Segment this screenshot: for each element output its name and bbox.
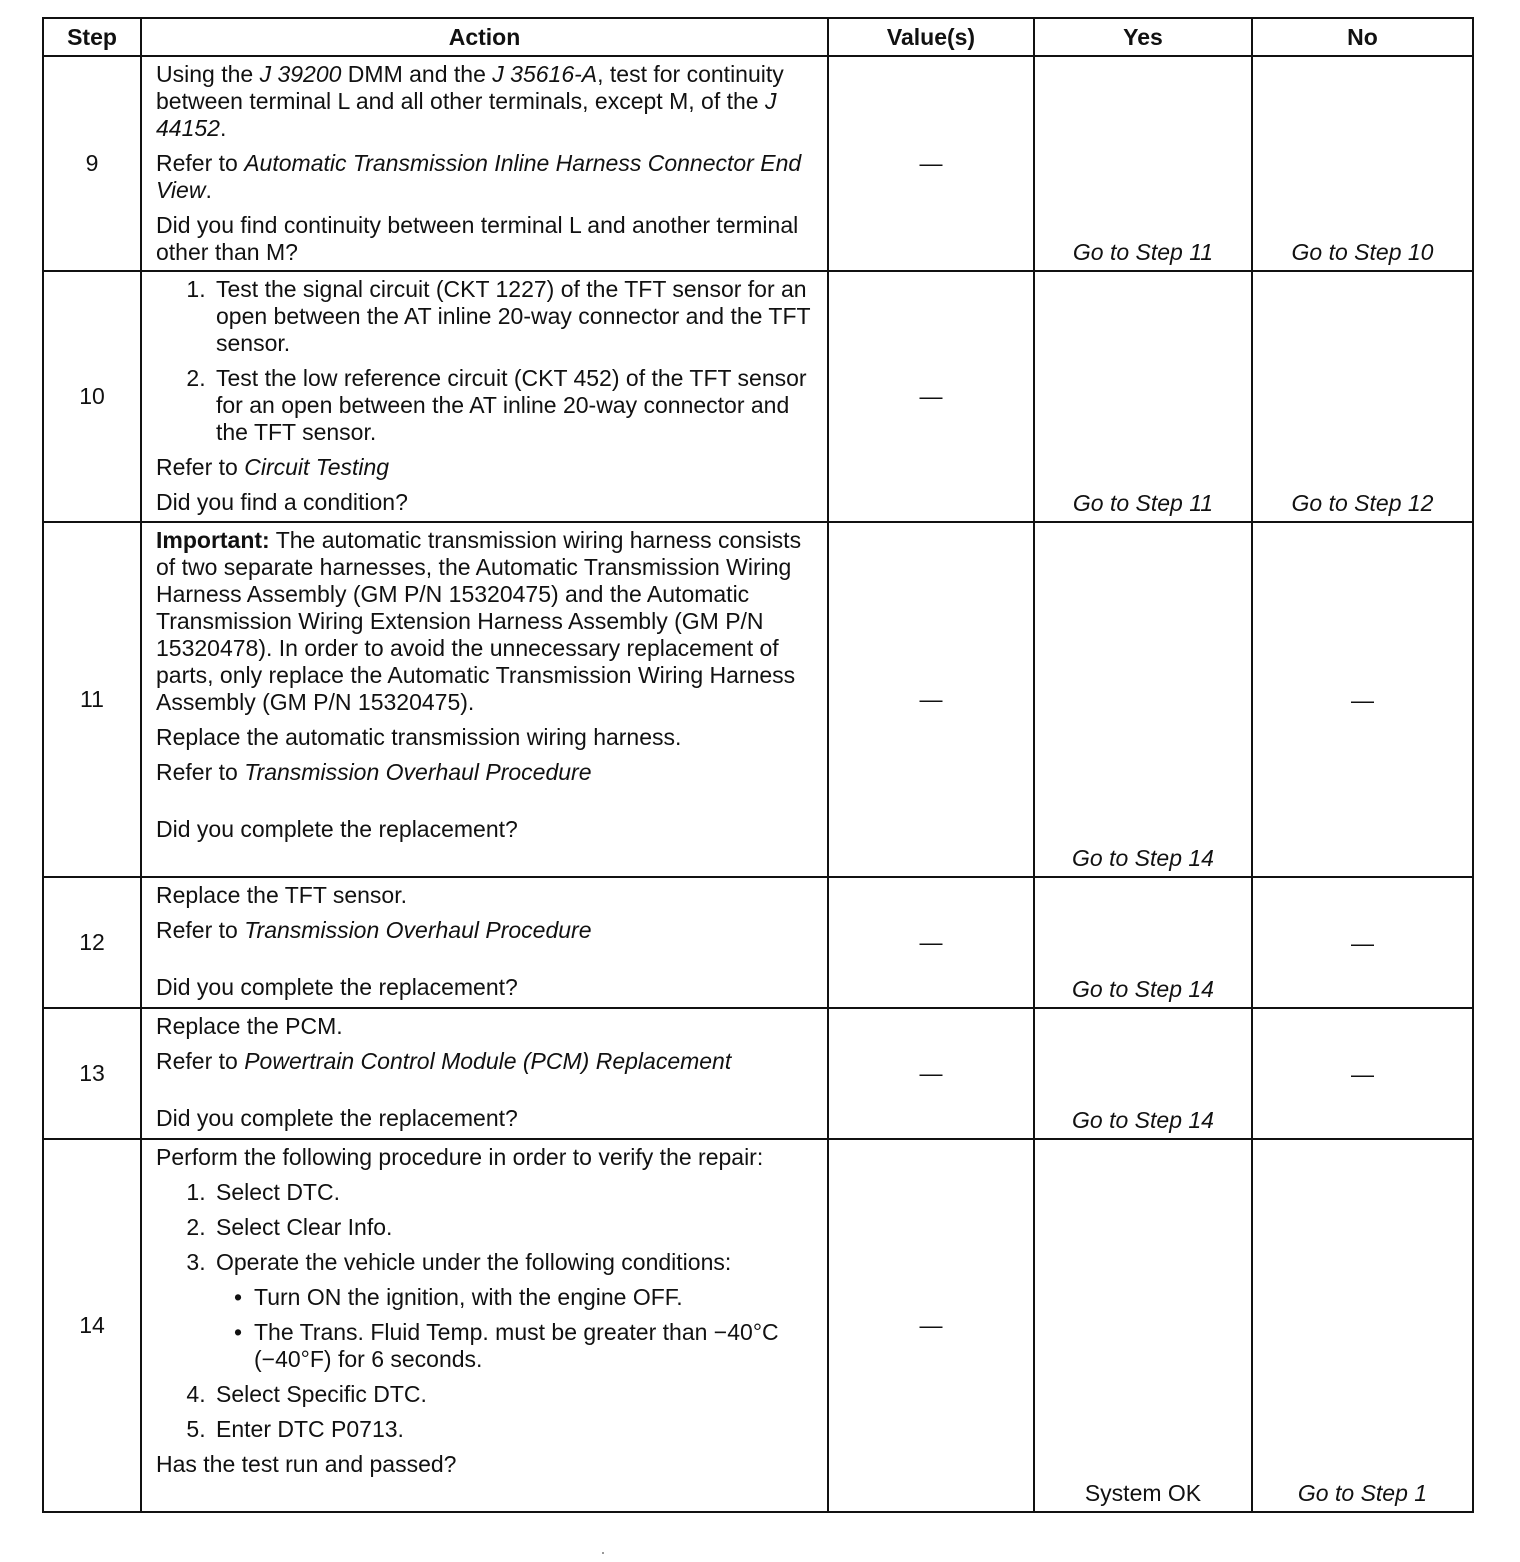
table-row-step-13: [43, 1008, 1473, 1139]
reference-title[interactable]: Automatic Transmission Inline Harness Connector End View: [156, 150, 802, 203]
no-result: Go to Step 1: [1252, 1139, 1473, 1512]
numbered-list: [156, 276, 813, 446]
no-result: —: [1252, 1008, 1473, 1139]
header-action: Action: [141, 18, 828, 56]
action-question: Did you complete the replacement?: [156, 974, 518, 1000]
action-instruction: Replace the TFT sensor.: [156, 882, 408, 908]
reference-link: Refer to Automatic Transmission Inline Harness Connector End View.: [156, 150, 802, 203]
reference-link: Refer to Transmission Overhaul Procedure: [156, 759, 592, 785]
yes-result: Go to Step 11: [1034, 271, 1252, 522]
reference-link: Refer to Circuit Testing: [156, 454, 390, 480]
no-result: Go to Step 10: [1252, 56, 1473, 271]
header-row: [43, 18, 1473, 56]
action-question: Did you find continuity between terminal L and another terminal other than M?: [156, 212, 799, 265]
action-cell: [141, 522, 828, 877]
reference-title[interactable]: Circuit Testing: [244, 454, 390, 480]
action-question: Did you complete the replacement?: [156, 1105, 518, 1131]
table-row-step-10: [43, 271, 1473, 522]
list-item: 5. Enter DTC P0713.: [212, 1416, 813, 1443]
no-result: —: [1252, 522, 1473, 877]
list-item: 4. Select Specific DTC.: [212, 1381, 813, 1408]
numbered-list: [156, 1179, 813, 1443]
step-number: 9: [43, 56, 141, 271]
yes-result: System OK: [1034, 1139, 1252, 1512]
step-number: 10: [43, 271, 141, 522]
value-cell: —: [828, 56, 1034, 271]
reference-title[interactable]: Transmission Overhaul Procedure: [244, 759, 592, 785]
value-cell: —: [828, 271, 1034, 522]
value-cell: —: [828, 1008, 1034, 1139]
header-step: Step: [43, 18, 141, 56]
value-cell: —: [828, 877, 1034, 1008]
yes-result: Go to Step 14: [1034, 522, 1252, 877]
step-number: 13: [43, 1008, 141, 1139]
action-cell: [141, 271, 828, 522]
list-item: 3. Operate the vehicle under the following conditions: • Turn ON the ignition, with the engine OFF. • The Trans. Fluid Temp. must be greater than −40°C (−40°F) for 6 seconds.: [212, 1249, 813, 1373]
reference-title[interactable]: Powertrain Control Module (PCM) Replacement: [244, 1048, 732, 1074]
header-values: Value(s): [828, 18, 1034, 56]
bullet-item: • The Trans. Fluid Temp. must be greater than −40°C (−40°F) for 6 seconds.: [252, 1319, 813, 1373]
reference-link: Refer to Transmission Overhaul Procedure: [156, 917, 592, 943]
action-instruction: Perform the following procedure in order to verify the repair:: [156, 1144, 764, 1170]
bullet-list: [216, 1284, 813, 1373]
action-instruction: Replace the automatic transmission wiring harness.: [156, 724, 682, 750]
header-yes: Yes: [1034, 18, 1252, 56]
value-cell: —: [828, 522, 1034, 877]
action-cell: [141, 1139, 828, 1512]
step-number: 11: [43, 522, 141, 877]
table-row-step-9: [43, 56, 1473, 271]
yes-result: Go to Step 14: [1034, 1008, 1252, 1139]
action-question: Did you complete the replacement?: [156, 816, 518, 842]
value-cell: —: [828, 1139, 1034, 1512]
bullet-item: • Turn ON the ignition, with the engine OFF.: [252, 1284, 813, 1311]
table-row-step-11: [43, 522, 1473, 877]
action-instruction: Replace the PCM.: [156, 1013, 343, 1039]
list-item: 2. Select Clear Info.: [212, 1214, 813, 1241]
scan-speck: [602, 1552, 604, 1554]
reference-title[interactable]: Transmission Overhaul Procedure: [244, 917, 592, 943]
yes-result: Go to Step 11: [1034, 56, 1252, 271]
list-item: 1. Test the signal circuit (CKT 1227) of the TFT sensor for an open between the AT inline 20-way connector and the TFT sensor.: [212, 276, 813, 357]
action-question: Has the test run and passed?: [156, 1451, 457, 1477]
diagnostic-table: [42, 17, 1474, 1513]
header-no: No: [1252, 18, 1473, 56]
step-number: 14: [43, 1139, 141, 1512]
step-number: 12: [43, 877, 141, 1008]
action-question: Did you find a condition?: [156, 489, 408, 515]
list-item: 2. Test the low reference circuit (CKT 452) of the TFT sensor for an open between the AT inline 20-way connector and the TFT sensor.: [212, 365, 813, 446]
no-result: —: [1252, 877, 1473, 1008]
table-row-step-14: [43, 1139, 1473, 1512]
yes-result: Go to Step 14: [1034, 877, 1252, 1008]
list-item: 1. Select DTC.: [212, 1179, 813, 1206]
action-cell: [141, 1008, 828, 1139]
action-instruction: Using the J 39200 DMM and the J 35616-A, test for continuity between terminal L and all other terminals, except M, of the J 44152.: [156, 61, 784, 141]
table-row-step-12: [43, 877, 1473, 1008]
reference-link: Refer to Powertrain Control Module (PCM) Replacement: [156, 1048, 732, 1074]
important-note: Important: The automatic transmission wiring harness consists of two separate harnesses, the Automatic Transmission Wiring Harness Assembly (GM P/N 15320475) and the Automatic Transmission Wiring Extension Harness Assembly (GM P/N 15320478). In order to avoid the unnecessary replacement of parts, only replace the Automatic Transmission Wiring Harness Assembly (GM P/N 15320475).: [156, 527, 802, 715]
action-cell: [141, 877, 828, 1008]
no-result: Go to Step 12: [1252, 271, 1473, 522]
action-cell: [141, 56, 828, 271]
